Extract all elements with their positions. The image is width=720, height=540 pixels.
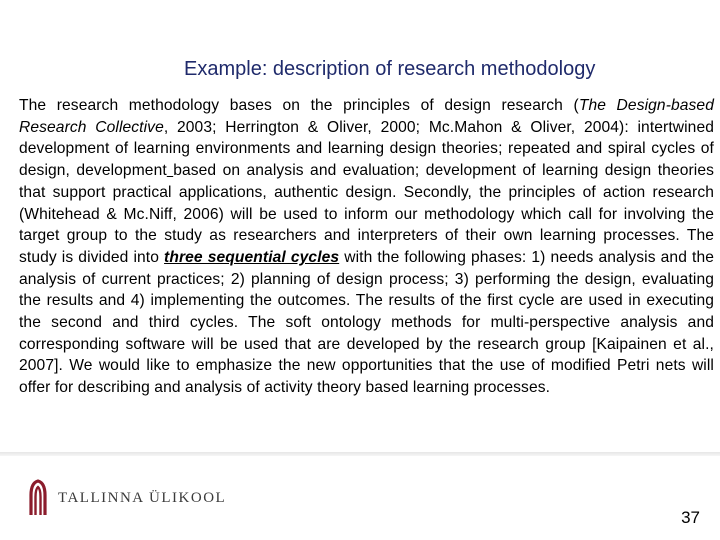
university-logo [26,478,226,518]
body-text-part: The research methodology bases on the principles of design research ( [19,97,579,114]
slide-title: Example: description of research methodology [184,58,596,80]
body-text-part: , 2003; Herrington & Oliver, 2000; Mc.Mahon & Oliver, 2004): intertwined development of learning environments and learning design theories; repeated and spiral cycles of design, development [19,118,714,180]
body-text-part: (Whitehead & Mc.Niff, 2006) will be used to inform our methodology which call for involving the target group to the study as researchers and interpreters of their own learning processes. The study is divided into [19,205,714,266]
university-name: TALLINNA ÜLIKOOL [58,489,227,506]
university-logo-icon [26,479,50,517]
body-emphasis: three sequential cycles [164,248,340,266]
body-paragraph [19,95,714,399]
body-text-part: with the following phases: 1) needs analysis and the analysis of current practices; 2) planning of design process; 3) performing the design, evaluating the results and 4) implementing the outcomes. The results of the first cycle are used in executing the second and third cycles. The soft ontology methods for multi-perspective analysis and corresponding software will be used that are developed by the research group [Kaipainen et al., 2007]. We would like to emphasize the new opportunities that the use of modified Petri nets will offer for describing and analysis of activity theory based learning processes. [19,248,714,397]
body-text-part: based on analysis and evaluation; development of learning design theories that support practical applications, authentic design. Secondly, the principles of action research [19,162,714,201]
body-italic-citation: The Design-based Research Collective [19,97,714,136]
footer-divider [0,452,720,456]
page-number: 37 [681,508,700,527]
